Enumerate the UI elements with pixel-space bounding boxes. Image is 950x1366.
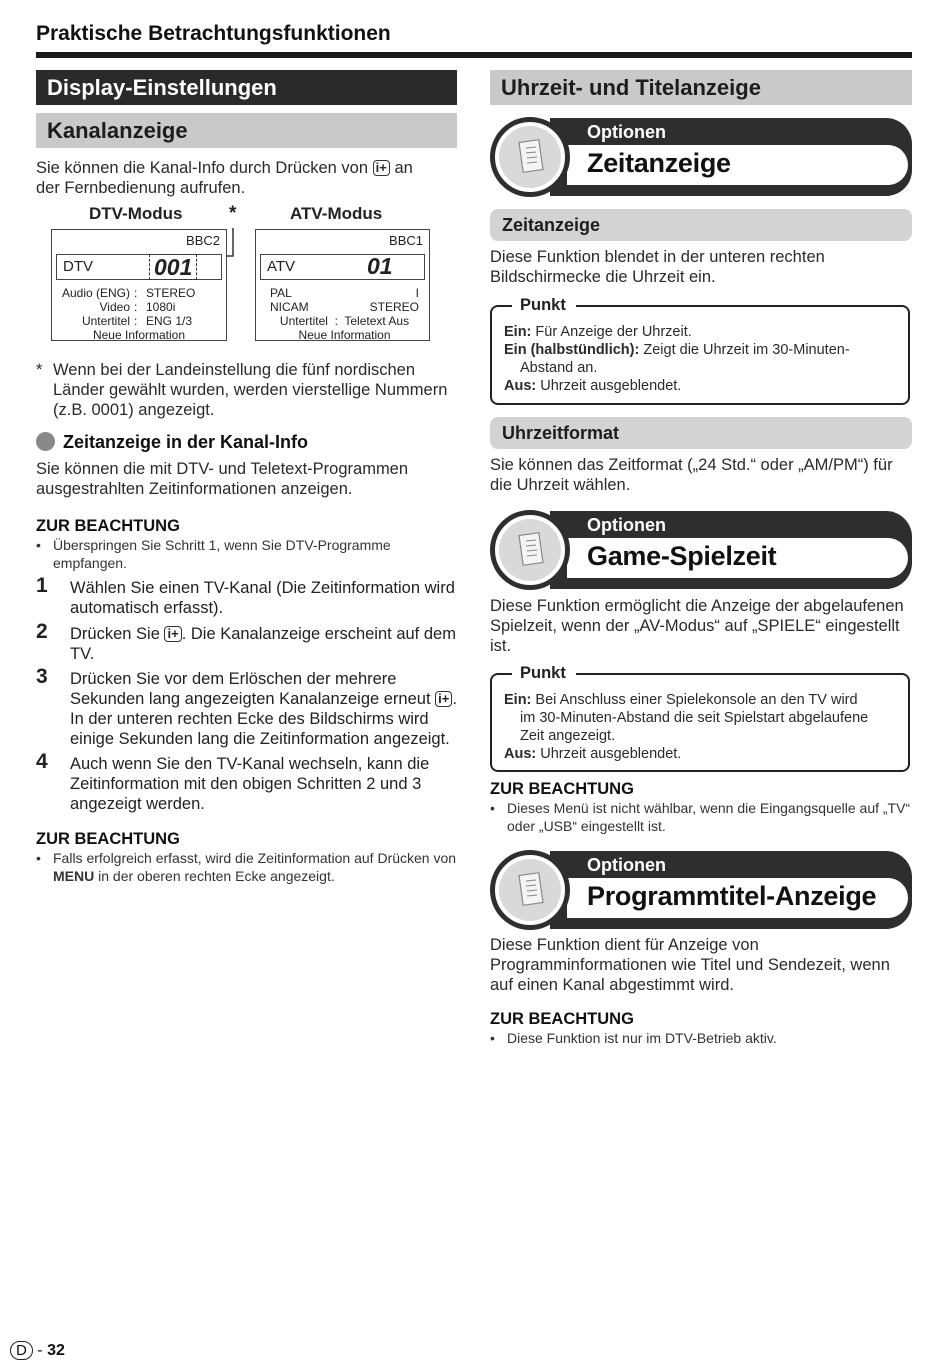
- atv-row-right: I: [415, 286, 419, 300]
- punkt-desc: Uhrzeit ausgeblendet.: [540, 378, 682, 394]
- zeit-text: Sie können die mit DTV- und Teletext-Programmen ausgestrahlten Zeitinformationen anzeigen.: [36, 460, 409, 498]
- dtv-row-label: Video: [99, 300, 130, 314]
- punkt-body: [492, 307, 908, 402]
- dtv-row-value: 1080i: [146, 300, 176, 314]
- dtv-channel-number: 001: [149, 254, 197, 280]
- dtv-info-rows: [56, 286, 222, 342]
- dtv-channel-band: [56, 254, 222, 280]
- punkt-desc: Zeit angezeigt.: [520, 728, 616, 744]
- banner-title: Zeitanzeige: [587, 148, 731, 178]
- note-text: • Diese Funktion ist nur im DTV-Betrieb aktiv.: [490, 1030, 777, 1046]
- banner-title: Game-Spielzeit: [587, 541, 777, 571]
- note-block-3: [490, 780, 912, 835]
- info-button-icon: i+: [373, 160, 390, 176]
- footnote: [36, 360, 457, 420]
- note-block-4: [490, 1010, 912, 1047]
- header-rule: [36, 52, 912, 58]
- note-title: ZUR BEACHTUNG: [490, 1010, 634, 1028]
- dtv-channel-name: BBC2: [186, 233, 220, 248]
- step-number: 3: [36, 665, 48, 688]
- atv-mode-text: ATV: [267, 258, 296, 275]
- punkt-title: Punkt: [512, 664, 576, 683]
- atv-row-left: PAL: [270, 286, 292, 300]
- option-banner-programmtitel: [490, 851, 912, 929]
- dtv-row-label: Untertitel: [81, 314, 130, 328]
- punkt-term: Aus:: [504, 746, 537, 762]
- options-circle: [490, 117, 570, 197]
- dtv-new-info: Neue Information: [92, 328, 186, 342]
- step-item: [36, 620, 457, 664]
- zeitanzeige-kanal-heading: [36, 432, 457, 453]
- step-item: [36, 574, 457, 618]
- note-text: • Überspringen Sie Schritt 1, wenn Sie DTV-Programme empfangen.: [36, 537, 391, 571]
- note-title: ZUR BEACHTUNG: [490, 780, 634, 798]
- step-text: Wählen Sie einen TV-Kanal (Die Zeitinformation wird automatisch erfasst).: [70, 579, 455, 617]
- dtv-row-sep: :: [134, 286, 138, 300]
- atv-osd-box: [255, 229, 430, 341]
- dtv-row-sep: :: [134, 300, 138, 314]
- punkt-desc: im 30-Minuten-Abstand die seit Spielstart abgelaufene: [520, 710, 869, 726]
- asterisk-mark: *: [229, 203, 237, 224]
- note-text-content: Falls erfolgreich erfasst, wird die Zeitinformation auf Drücken von: [53, 850, 457, 866]
- step-text: Drücken Sie: [70, 625, 160, 643]
- options-circle: [490, 850, 570, 930]
- step-number: 4: [36, 750, 48, 773]
- footnote-mark: *: [36, 361, 43, 379]
- footer-dash: -: [37, 1342, 43, 1359]
- left-column: [36, 70, 457, 885]
- note-block-1: [36, 517, 457, 572]
- note-text: • Falls erfolgreich erfasst, wird die Zeitinformation auf Drücken von MENU in der oberen rechten Ecke angezeigt.: [36, 850, 457, 884]
- note-title: ZUR BEACHTUNG: [36, 517, 180, 535]
- punkt-desc: Zeigt die Uhrzeit im 30-Minuten-: [643, 342, 850, 358]
- checklist-icon: [518, 871, 546, 909]
- note-text-content: in der oberen rechten Ecke angezeigt.: [98, 868, 335, 884]
- uhrzeitformat-text: Sie können das Zeitformat („24 Std.“ oder „AM/PM“) für die Uhrzeit wählen.: [490, 456, 893, 494]
- dtv-row-value: STEREO: [146, 286, 196, 300]
- intro-text-b: an: [394, 159, 413, 177]
- punkt-desc: Abstand an.: [520, 360, 598, 376]
- punkt-title: Punkt: [512, 296, 576, 315]
- atv-new-info: Neue Information: [298, 328, 391, 342]
- atv-channel-name: BBC1: [389, 233, 423, 248]
- option-banner-zeitanzeige: [490, 118, 912, 196]
- game-text: Diese Funktion ermöglicht die Anzeige der abgelaufenen Spielzeit, wenn der „AV-Modus“ auf „SPIELE“ eingestellt ist.: [490, 597, 904, 655]
- page-header-title: Praktische Betrachtungsfunktionen: [36, 22, 391, 45]
- punkt-term: Ein:: [504, 692, 532, 708]
- channel-display-diagram: [36, 204, 457, 350]
- banner-label: Optionen: [587, 515, 666, 535]
- punkt-term: Ein:: [504, 324, 532, 340]
- section-title-display: Display-Einstellungen: [36, 70, 457, 105]
- options-circle: [490, 510, 570, 590]
- punkt-box-2: [490, 664, 910, 772]
- step-text: . Die Kanalanzeige erscheint auf dem TV.: [70, 625, 456, 663]
- right-column: [490, 70, 912, 1046]
- note-text-content: Diese Funktion ist nur im DTV-Betrieb aktiv.: [507, 1030, 777, 1046]
- punkt-body: [492, 675, 908, 770]
- info-button-icon: i+: [164, 626, 181, 642]
- step-item: [36, 750, 457, 814]
- banner-label: Optionen: [587, 122, 666, 142]
- punkt-desc: Uhrzeit ausgeblendet.: [540, 746, 682, 762]
- intro-text-a: Sie können die Kanal-Info durch Drücken von: [36, 159, 369, 177]
- atv-info-rows: [260, 286, 425, 342]
- sub-zeitanzeige: Zeitanzeige: [490, 209, 912, 241]
- dtv-row-sep: :: [134, 314, 138, 328]
- banner-label: Optionen: [587, 855, 666, 875]
- subsection-title-kanalanzeige: Kanalanzeige: [36, 113, 457, 148]
- atv-channel-number: 01: [367, 253, 393, 279]
- zeit-heading-text: Zeitanzeige in der Kanal-Info: [63, 432, 309, 452]
- option-banner-game: [490, 511, 912, 589]
- intro-text-c: der Fernbedienung aufrufen.: [36, 179, 246, 197]
- punkt-desc: Bei Anschluss einer Spielekonsole an den TV wird: [535, 692, 858, 708]
- atv-mode-label: ATV-Modus: [290, 204, 383, 223]
- dtv-osd-box: [51, 229, 227, 341]
- dtv-row-label: Audio (ENG): [61, 286, 130, 300]
- menu-key-label: MENU: [53, 868, 95, 884]
- dtv-mode-label: DTV-Modus: [89, 204, 183, 223]
- punkt-box-1: [490, 296, 910, 405]
- step-text: Auch wenn Sie den TV-Kanal wechseln, kann die Zeitinformation mit den obigen Schritten 2 und 3 angezeigt werden.: [70, 755, 430, 813]
- atv-row-left: NICAM: [270, 300, 309, 314]
- sub-uhrzeitformat: Uhrzeitformat: [490, 417, 912, 449]
- step-text: . In der unteren rechten Ecke des Bildschirms wird einige Sekunden lang die Zeitinformation angezeigt.: [70, 690, 457, 748]
- checklist-icon: [518, 138, 546, 176]
- page-footer: [10, 1341, 65, 1360]
- atv-row-right: STEREO: [369, 300, 419, 314]
- step-number: 1: [36, 574, 48, 597]
- note-text-content: Dieses Menü ist nicht wählbar, wenn die Eingangsquelle auf „TV“ oder „USB“ eingestellt ist.: [507, 800, 911, 834]
- info-button-icon: i+: [435, 691, 452, 707]
- kanal-intro: [36, 158, 457, 198]
- punkt-term: Aus:: [504, 378, 537, 394]
- page-number: 32: [47, 1342, 65, 1359]
- dtv-mode-text: DTV: [63, 258, 93, 275]
- punkt-term: Ein (halbstündlich):: [504, 342, 640, 358]
- step-text: Drücken Sie vor dem Erlöschen der mehrere Sekunden lang angezeigten Kanalanzeige erneut: [70, 670, 431, 708]
- atv-row-subtitle: Untertitel : Teletext Aus: [279, 314, 410, 328]
- note-block-2: [36, 830, 457, 885]
- prog-text: Diese Funktion dient für Anzeige von Programminformationen wie Titel und Sendezeit, wenn auf einen Kanal abgestimmt wird.: [490, 936, 890, 994]
- bullet-circle-icon: [36, 432, 55, 451]
- footnote-text: Wenn bei der Landeinstellung die fünf nordischen Länder gewählt wurden, werden vierstellige Nummern (z.B. 0001) angezeigt.: [53, 361, 448, 419]
- checklist-icon: [518, 531, 546, 569]
- banner-title: Programmtitel-Anzeige: [587, 881, 877, 911]
- note-text-content: Überspringen Sie Schritt 1, wenn Sie DTV-Programme empfangen.: [53, 537, 391, 571]
- steps-list: [36, 574, 457, 814]
- punkt-desc: Für Anzeige der Uhrzeit.: [535, 324, 692, 340]
- atv-channel-band: [260, 254, 425, 280]
- step-item: [36, 665, 457, 749]
- step-number: 2: [36, 620, 48, 643]
- section-title-uhrzeit: Uhrzeit- und Titelanzeige: [490, 70, 912, 105]
- region-badge: D: [10, 1341, 33, 1360]
- dtv-row-value: ENG 1/3: [146, 314, 193, 328]
- note-title: ZUR BEACHTUNG: [36, 830, 180, 848]
- note-text: • Dieses Menü ist nicht wählbar, wenn die Eingangsquelle auf „TV“ oder „USB“ eingestellt ist.: [490, 800, 911, 834]
- zeitanzeige-text: Diese Funktion blendet in der unteren rechten Bildschirmecke die Uhrzeit ein.: [490, 248, 825, 286]
